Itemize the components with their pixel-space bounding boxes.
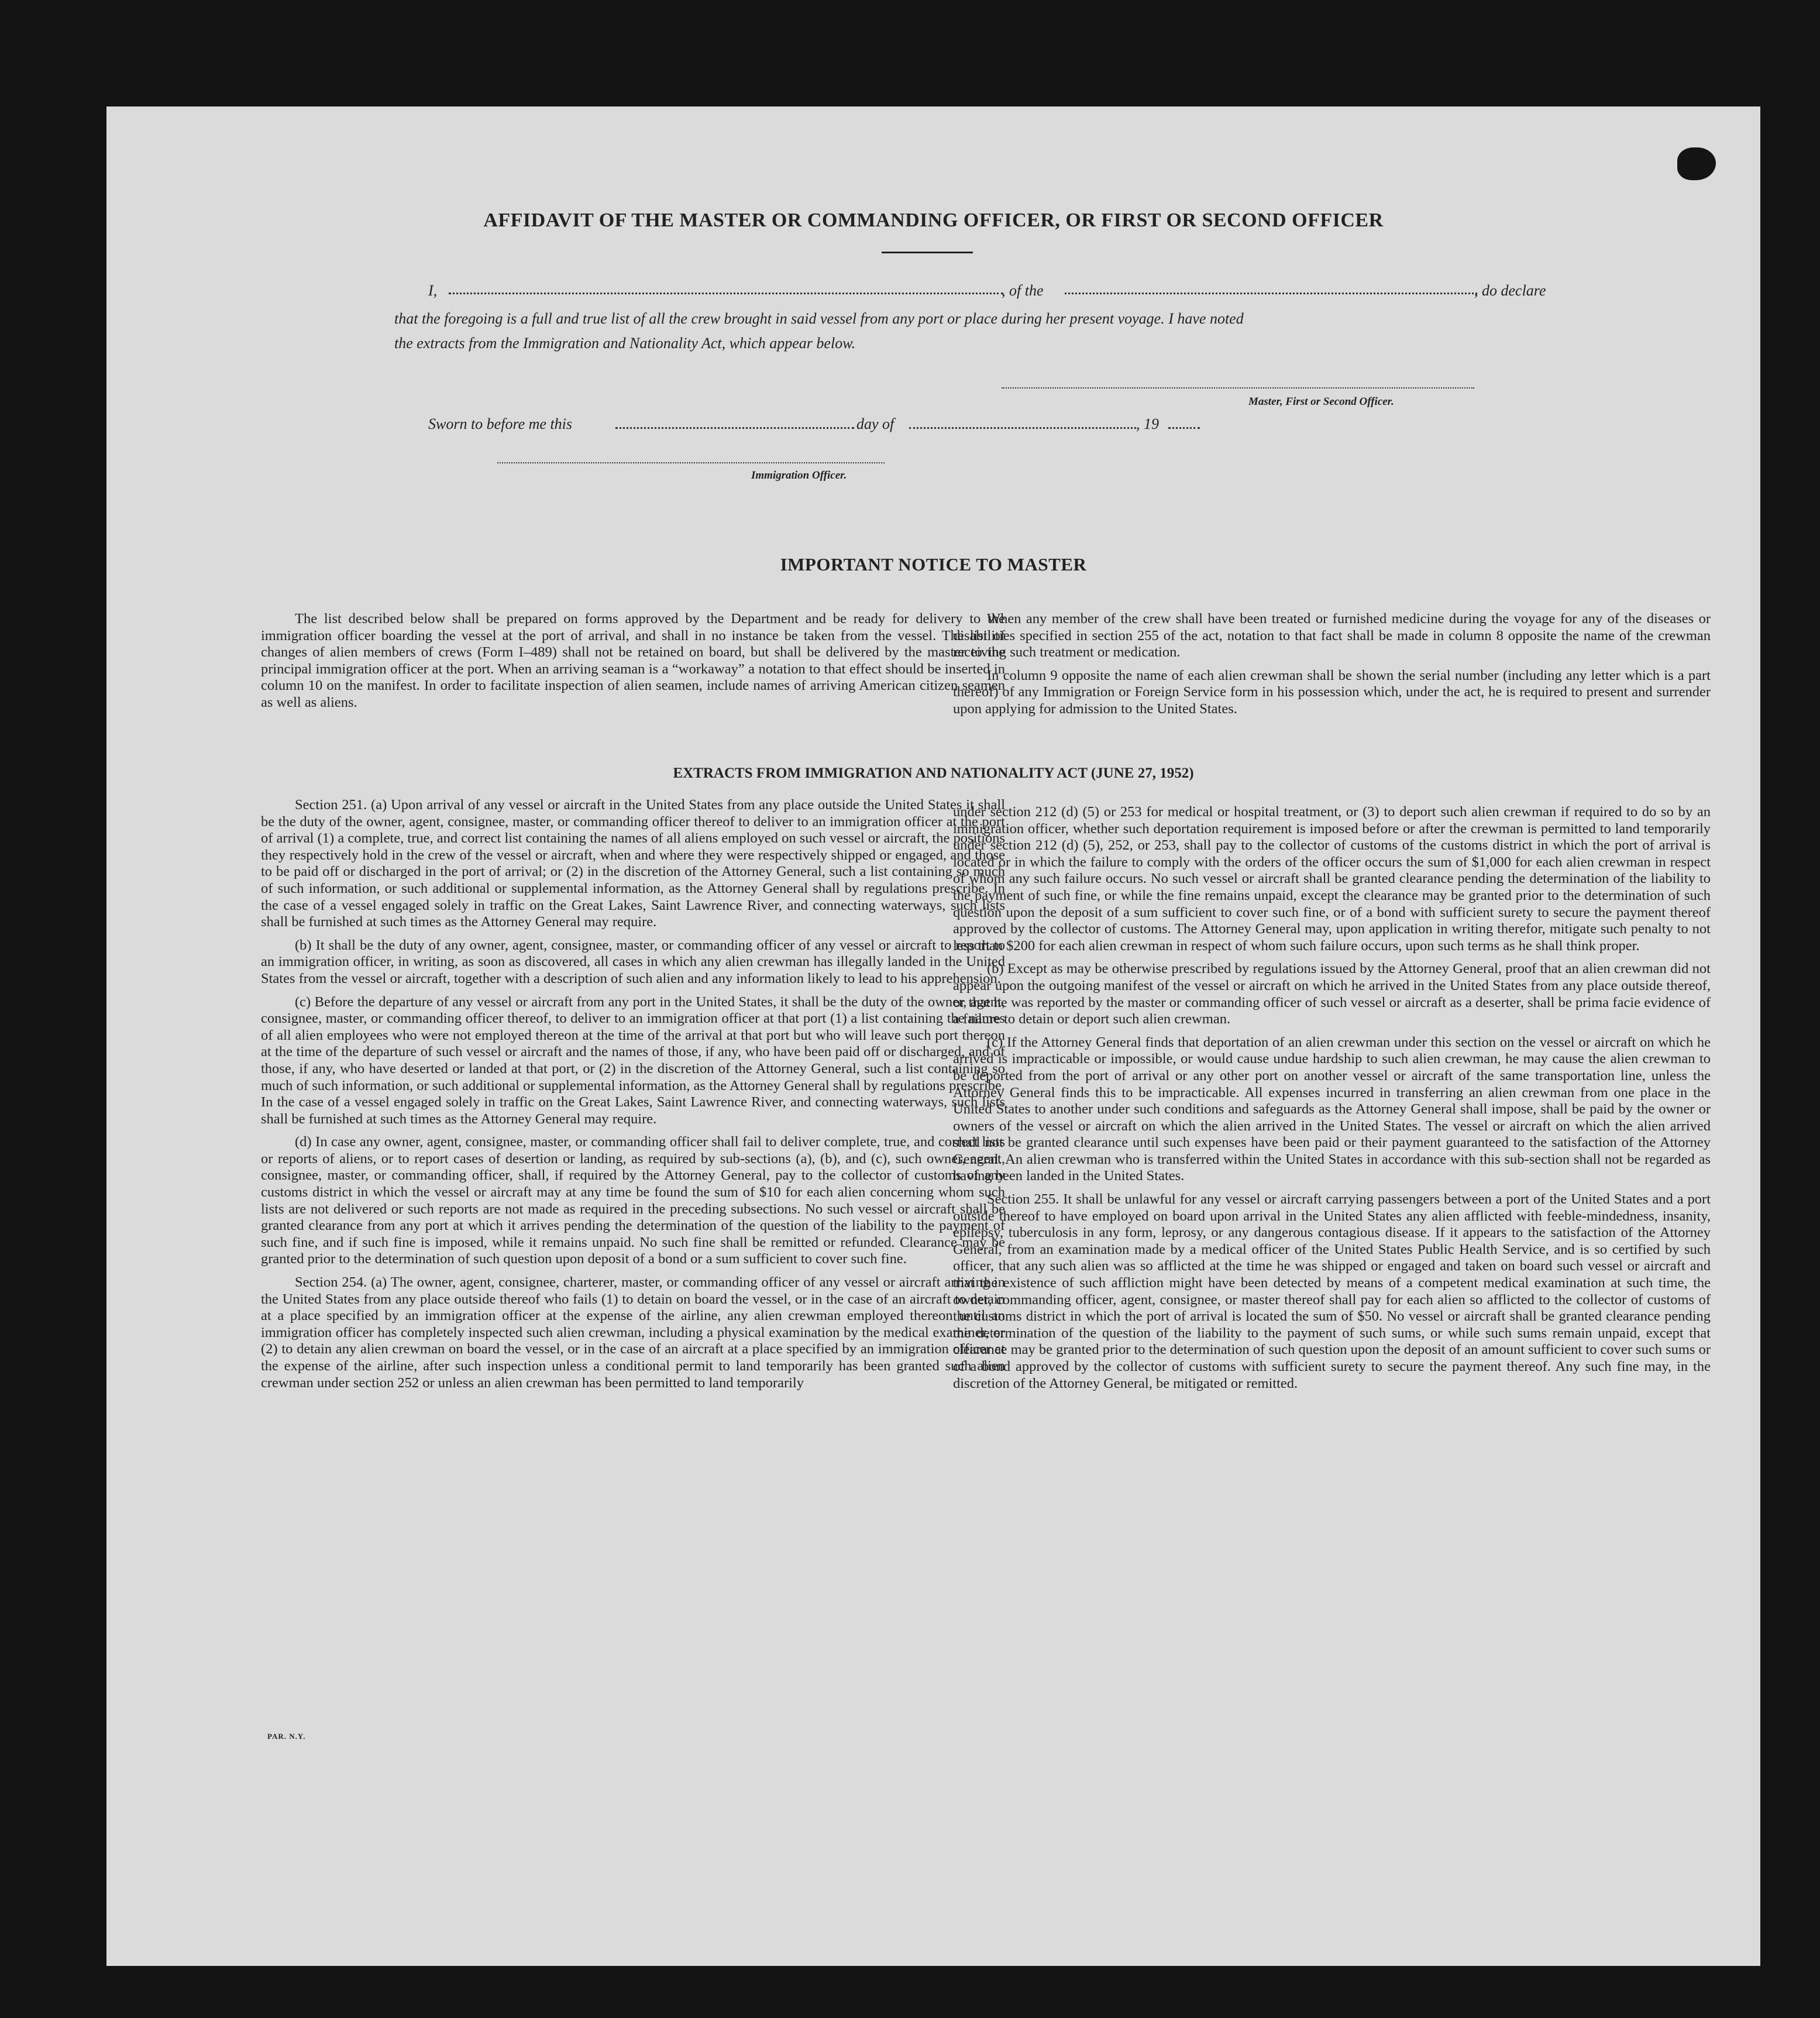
notice-title: IMPORTANT NOTICE TO MASTER xyxy=(780,554,1087,575)
section-255: Section 255. It shall be unlawful for any vessel or aircraft carrying passengers between a port of the United States and a port outside thereof to have employed on board upon arrival in the United States any alien afflicted with feeble-mindedness, insanity, epilepsy, tuberculosis in any form, leprosy, or any dangerous contagious disease. If it appears to the satisfaction of the Attorney General, from an examination made by a medical officer of the United States Public Health Service, and is so certified by such officer, that any such alien was so afflicted at the time he was shipped or engaged and taken on board such vessel or aircraft and that the existence of such affliction might have been detected by means of a competent medical examination at such time, the owner, commanding officer, agent, consignee, or master thereof shall pay for each alien so afflicted to the collector of customs of the customs district in which the port of arrival is located the sum of $50. No vessel or aircraft shall be granted clearance pending the determination of the question of the liability to the payment of such sums, or while such sums remain unpaid, except that clearance may be granted prior to the determination of such question upon the deposit of an amount sufficient to cover such sums or of a bond approved by the collector of customs with sufficient surety to secure the payment thereof. Any such fine may, in the discretion of the Attorney General, be mitigated or remitted. xyxy=(953,1191,1711,1391)
extracts-title: EXTRACTS FROM IMMIGRATION AND NATIONALITY ACT (JUNE 27, 1952) xyxy=(673,765,1194,781)
notice-right-paragraph-1: When any member of the crew shall have been treated or furnished medicine during the voyage for any of the diseases or disabilities specified in section 255 of the act, notation to that fact shall be made in column 8 opposite the name of the crewman receiving such treatment or medication. xyxy=(953,611,1711,661)
sworn-month-field[interactable] xyxy=(909,427,1136,429)
section-254-b: (b) Except as may be otherwise prescribed by regulations issued by the Attorney General, proof that an alien crewman did not appear upon the outgoing manifest of the vessel or aircraft on which he arrived in the United States from any place outside thereof, or that he was reported by the master or commanding officer of such vessel or aircraft as a deserter, shall be prima facie evidence of a failure to detain or deport such alien crewman. xyxy=(953,961,1711,1027)
notice-left-column xyxy=(261,611,1005,718)
affidavit-body-1: that the foregoing is a full and true list of all the crew brought in said vessel from any port or place during her present voyage. I have noted xyxy=(394,310,1244,327)
section-254-a-continued: under section 212 (d) (5) or 253 for medical or hospital treatment, or (3) to deport such alien crewman if required to do so by an immigration officer, whether such deportation requirement is imposed before or after the crewman is permitted to land temporarily under section 212 (d) (5), 252, or 253, shall pay to the collector of customs of the customs district in which the port of arrival is located or in which the failure to comply with the orders of the officer occurs the sum of $1,000 for each alien crewman in respect of whom any such failure occurs. No such vessel or aircraft shall be granted clearance pending the determination of the liability to the payment of such fine, or while the fine remains unpaid, except the clearance may be granted prior to the determination of such question upon the deposit of a sum sufficient to cover such fine, or of a bond with sufficient surety to secure the payment thereof approved by the collector of customs. The Attorney General may, upon application in writing therefor, mitigate such penalty to not less than $200 for each alien crewman in respect of whom such failure occurs, upon such terms as he shall think proper. xyxy=(953,804,1711,954)
section-251-a: Section 251. (a) Upon arrival of any vessel or aircraft in the United States from any place outside the United States it shall be the duty of the owner, agent, consignee, master, or commanding officer thereof to deliver to an immigration officer at the port of arrival (1) a complete, true, and correct list containing the names of all aliens employed on such vessel or aircraft, the positions they respectively hold in the crew of the vessel or aircraft, when and where they were respectively shipped or engaged, and those to be paid off or discharged in the port of arrival; or (2) in the discretion of the Attorney General, such a list containing so much of such information, or such additional or supplemental information, as the Attorney General shall by regulations prescribe. In the case of a vessel engaged solely in traffic on the Great Lakes, Saint Lawrence River, and connecting waterways, such lists shall be furnished at such times as the Attorney General may require. xyxy=(261,797,1005,930)
affidavit-body-2: the extracts from the Immigration and Nationality Act, which appear below. xyxy=(394,335,856,352)
section-251-b: (b) It shall be the duty of any owner, agent, consignee, master, or commanding officer of any vessel or aircraft to report to an immigration officer, in writing, as soon as discovered, all cases in which any alien crewman has illegally landed in the United States from the vessel or aircraft, together with a description of such alien and any information likely to lead to his apprehension. xyxy=(261,937,1005,986)
punch-hole xyxy=(1677,147,1716,180)
immigration-officer-signature-line[interactable] xyxy=(497,462,885,463)
section-254-c: (c) If the Attorney General finds that deportation of an alien crewman under this section on the vessel or aircraft on which he arrived is impracticable or impossible, or would cause undue hardship to such alien crewman, he may cause the alien crewman to be deported from the port of arrival or any other port on another vessel or aircraft of the same transportation line, unless the Attorney General finds this to be impracticable. All expenses incurred in transferring an alien crewman from one place in the United States to another under such conditions and safeguards as the Attorney General shall impose, shall be paid by the owner or owners of the vessel or aircraft on which the alien arrived in the United States. The vessel or aircraft on which the alien arrived shall not be granted clearance until such expenses have been paid or their payment guaranteed to the satisfaction of the Attorney General. An alien crewman who is transferred within the United States in accordance with this sub-section shall not be regarded as having been landed in the United States. xyxy=(953,1034,1711,1184)
signature-line[interactable] xyxy=(1002,387,1474,389)
name-field[interactable] xyxy=(449,293,1003,294)
notice-right-column xyxy=(953,611,1711,724)
sworn-text: Sworn to before me this xyxy=(428,415,573,432)
extracts-right-column xyxy=(953,804,1711,1398)
vessel-field[interactable] xyxy=(1065,293,1477,294)
immigration-officer-caption: Immigration Officer. xyxy=(751,469,847,482)
extracts-left-column xyxy=(261,797,1005,1398)
section-251-d: (d) In case any owner, agent, consignee, master, or commanding officer shall fail to deliver complete, true, and correct lists or reports of aliens, or to report cases of desertion or landing, as required by sub-sections (a), (b), and (c), such owner, agent, consignee, master, or commanding officer, shall, if required by the Attorney General, pay to the collector of customs of any customs district in which the vessel or aircraft may at any time be found the sum of $10 for each alien concerning whom such lists are not delivered or such reports are not made as required in the preceding subsections. No such vessel or aircraft shall be granted clearance from any port at which it arrives pending the determination of the question of the liability to the payment of such fine, and if such fine is imposed, while it remains unpaid. No such fine shall be remitted or refunded. Clearance may be granted prior to the determination of such question upon deposit of a bond or a sum sufficient to cover such fine. xyxy=(261,1134,1005,1267)
title-underline xyxy=(882,252,973,253)
sworn-day-field[interactable] xyxy=(615,427,854,429)
document-page xyxy=(106,106,1760,1966)
sworn-day-of: day of xyxy=(856,415,894,432)
affidavit-of-the: , of the xyxy=(1002,282,1044,299)
affidavit-declare: , do declare xyxy=(1474,282,1546,299)
affidavit-title: AFFIDAVIT OF THE MASTER OR COMMANDING OFFICER, OR FIRST OR SECOND OFFICER xyxy=(483,209,1384,231)
notice-left-paragraph: The list described below shall be prepared on forms approved by the Department and be ready for delivery to the immigration officer boarding the vessel at the port of arrival, and shall in no instance be taken from the vessel. The list of changes of alien members of crews (Form I–489) shall not be retained on board, but shall be delivered by the master to the principal immigration officer at the port. When an arriving seaman is a “workaway” a notation to that effect should be inserted in column 10 on the manifest. In order to facilitate inspection of alien seamen, include names of arriving American citizen seamen as well as aliens. xyxy=(261,611,1005,710)
section-254-a: Section 254. (a) The owner, agent, consignee, charterer, master, or commanding officer of any vessel or aircraft arriving in the United States from any place outside thereof who fails (1) to detain on board the vessel, or in the case of an aircraft to detain at a place specified by an immigration officer at the expense of the airline, any alien crewman employed thereon until an immigration officer has completely inspected such alien crewman, including a physical examination by the medical examiner, or (2) to detain any alien crewman on board the vessel, or in the case of an aircraft at a place specified by an immigration officer at the expense of the airline, after such inspection unless a conditional permit to land temporarily has been granted such alien crewman under section 252 or unless an alien crewman has been permitted to land temporarily xyxy=(261,1274,1005,1391)
printer-mark: PAR. N.Y. xyxy=(267,1732,306,1741)
notice-right-paragraph-2: In column 9 opposite the name of each alien crewman shall be shown the serial number (including any letter which is a part thereof) of any Immigration or Foreign Service form in his possession which, under the act, he is required to present and surrender upon applying for admission to the United States. xyxy=(953,667,1711,717)
sworn-year: , 19 xyxy=(1136,415,1159,432)
affidavit-i: I, xyxy=(428,282,438,299)
sworn-year-field[interactable] xyxy=(1168,427,1200,429)
signature-caption: Master, First or Second Officer. xyxy=(1248,396,1394,408)
section-251-c: (c) Before the departure of any vessel or aircraft from any port in the United States, it shall be the duty of the owner, agent, consignee, master, or commanding officer thereof, to deliver to an immigration officer at that port (1) a list containing the names of all alien employees who were not employed thereon at the time of the arrival at that port but who will leave such port thereon at the time of the departure of such vessel or aircraft and the names of those, if any, who have been paid off or discharged, and of those, if any, who have deserted or landed at that port, or (2) in the discretion of the Attorney General, such a list containing so much of such information, or such additional or supplemental information, as the Attorney General shall by regulations prescribe. In the case of a vessel engaged solely in traffic on the Great Lakes, Saint Lawrence River, and connecting waterways, such lists shall be furnished at such times as the Attorney General may require. xyxy=(261,993,1005,1127)
